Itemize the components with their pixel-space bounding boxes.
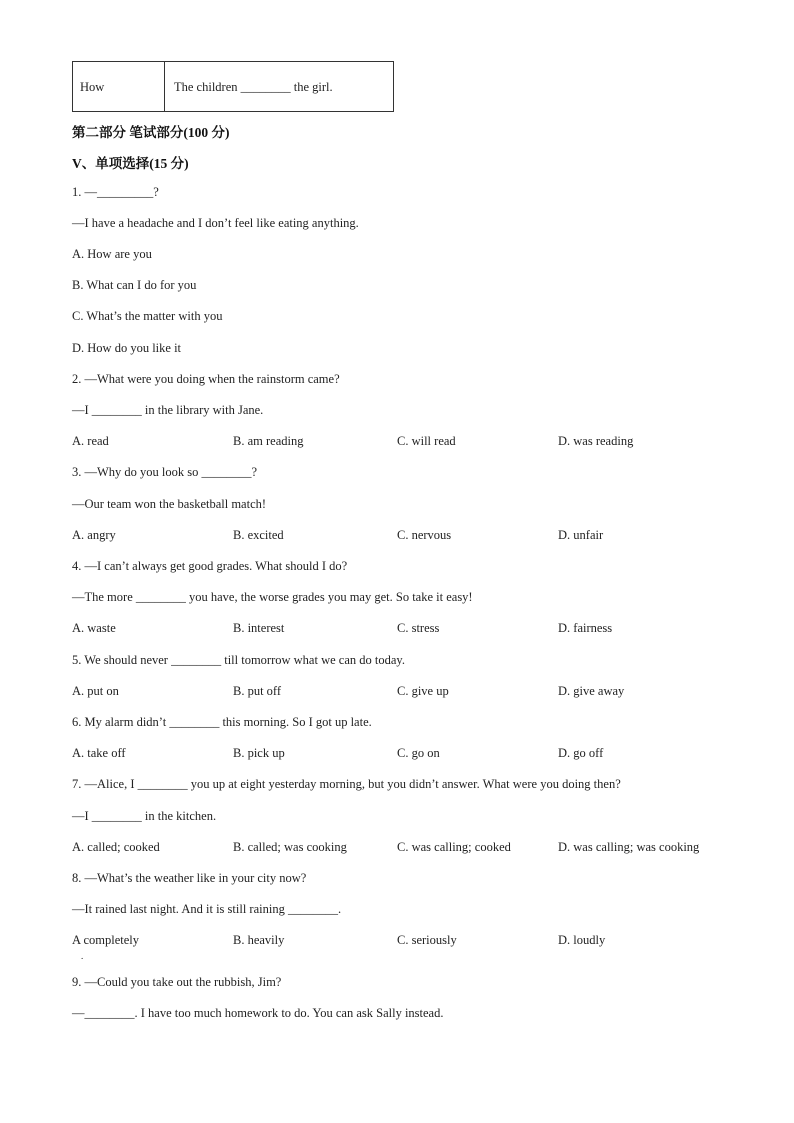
question-3-option-d: D. unfair xyxy=(558,528,604,542)
question-6-option-a: A. take off xyxy=(72,746,126,760)
question-8-option-b: B. heavily xyxy=(233,933,285,947)
question-5-option-a: A. put on xyxy=(72,684,119,698)
question-8-response: —It rained last night. And it is still raining ________. xyxy=(72,902,342,916)
question-4-option-c: C. stress xyxy=(397,621,440,635)
question-1-response: —I have a headache and I don’t feel like eating anything. xyxy=(72,216,359,230)
question-7-option-d: D. was calling; was cooking xyxy=(558,840,700,854)
question-2-option-b: B. am reading xyxy=(233,434,304,448)
question-1-option-a: A. How are you xyxy=(72,247,152,261)
answer-table xyxy=(72,61,394,112)
question-3-response: —Our team won the basketball match! xyxy=(72,497,267,511)
question-2-option-c: C. will read xyxy=(397,434,456,448)
question-7-prompt: 7. —Alice, I ________ you up at eight yesterday morning, but you didn’t answer. What were you doing then? xyxy=(72,777,621,791)
question-4-option-d: D. fairness xyxy=(558,621,613,635)
question-3-option-b: B. excited xyxy=(233,528,284,542)
question-2-option-d: D. was reading xyxy=(558,434,634,448)
question-6-option-d: D. go off xyxy=(558,746,604,760)
question-3-option-a: A. angry xyxy=(72,528,116,542)
question-4-option-a: A. waste xyxy=(72,621,116,635)
question-2-response: —I ________ in the library with Jane. xyxy=(72,403,264,417)
table-divider xyxy=(164,62,165,111)
table-cell-sentence: The children ________ the girl. xyxy=(174,80,333,94)
question-8-dot-mark: . xyxy=(81,951,84,961)
question-2-prompt: 2. —What were you doing when the rainstorm came? xyxy=(72,372,340,386)
question-6-prompt: 6. My alarm didn’t ________ this morning. So I got up late. xyxy=(72,715,372,729)
question-4-option-b: B. interest xyxy=(233,621,285,635)
question-5-option-b: B. put off xyxy=(233,684,282,698)
question-9-response: —________. I have too much homework to do. You can ask Sally instead. xyxy=(72,1006,444,1020)
section-heading-part2: 第二部分 笔试部分(100 分) xyxy=(72,125,230,140)
question-5-prompt: 5. We should never ________ till tomorrow what we can do today. xyxy=(72,653,405,667)
question-7-response: —I ________ in the kitchen. xyxy=(72,809,217,823)
question-1-option-b: B. What can I do for you xyxy=(72,278,197,292)
question-7-option-a: A. called; cooked xyxy=(72,840,160,854)
question-7-option-b: B. called; was cooking xyxy=(233,840,347,854)
question-5-option-d: D. give away xyxy=(558,684,625,698)
question-4-prompt: 4. —I can’t always get good grades. What should I do? xyxy=(72,559,348,573)
question-6-option-b: B. pick up xyxy=(233,746,285,760)
section-heading-choice: V、单项选择(15 分) xyxy=(72,156,189,171)
question-7-option-c: C. was calling; cooked xyxy=(397,840,511,854)
question-6-option-c: C. go on xyxy=(397,746,440,760)
question-8-prompt: 8. —What’s the weather like in your city now? xyxy=(72,871,307,885)
question-4-response: —The more ________ you have, the worse grades you may get. So take it easy! xyxy=(72,590,473,604)
question-1-option-c: C. What’s the matter with you xyxy=(72,309,223,323)
table-cell-how: How xyxy=(80,80,105,94)
question-1-option-d: D. How do you like it xyxy=(72,341,182,355)
question-3-option-c: C. nervous xyxy=(397,528,452,542)
question-5-option-c: C. give up xyxy=(397,684,449,698)
question-9-prompt: 9. —Could you take out the rubbish, Jim? xyxy=(72,975,282,989)
question-8-option-a: A completely xyxy=(72,933,139,947)
question-8-option-c: C. seriously xyxy=(397,933,457,947)
question-2-option-a: A. read xyxy=(72,434,109,448)
question-3-prompt: 3. —Why do you look so ________? xyxy=(72,465,258,479)
question-1-prompt: 1. —_________? xyxy=(72,185,159,199)
question-8-option-d: D. loudly xyxy=(558,933,606,947)
